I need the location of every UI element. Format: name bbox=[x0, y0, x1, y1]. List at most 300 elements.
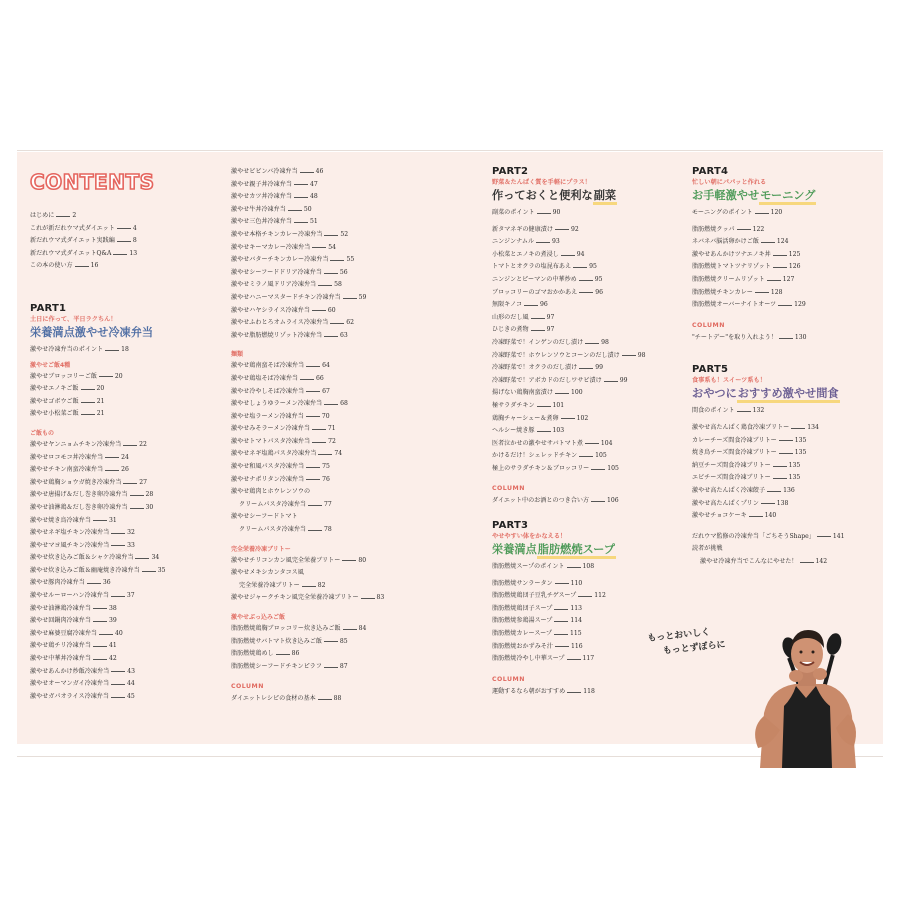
toc-entry-page: 104 bbox=[600, 439, 613, 447]
toc-entry-title: 激やせ和風パスタ冷凍弁当 bbox=[231, 463, 305, 471]
toc-entry[interactable] bbox=[231, 580, 431, 593]
leader-dash bbox=[306, 391, 320, 392]
toc-entry[interactable] bbox=[492, 400, 682, 413]
leader-dash bbox=[555, 393, 569, 394]
toc-entry-title: 激やせガパオライス冷凍弁当 bbox=[30, 692, 109, 700]
leader-dash bbox=[773, 466, 787, 467]
toc-entry-title: モーニングのポイント bbox=[692, 209, 753, 216]
takikomi-heading: 激やせぶっ込みご飯 bbox=[231, 614, 286, 621]
toc-entry[interactable] bbox=[30, 223, 220, 236]
toc-entry[interactable] bbox=[30, 640, 220, 653]
toc-entry[interactable] bbox=[30, 383, 220, 396]
leader-dash bbox=[306, 479, 320, 480]
toc-entry[interactable] bbox=[492, 438, 682, 451]
toc-entry-page: 34 bbox=[151, 554, 160, 562]
toc-entry[interactable] bbox=[492, 337, 682, 350]
toc-entry[interactable] bbox=[492, 413, 682, 426]
toc-entry-page: 46 bbox=[315, 168, 324, 175]
toc-entry-title: 激やせ本格チキンカレー冷凍弁当 bbox=[231, 230, 323, 238]
toc-entry-title: 激やせ唐揚げ＆だし巻き卵冷凍弁当 bbox=[30, 491, 128, 499]
toc-entry-title: 激やせ豚肉冷凍弁当 bbox=[30, 579, 85, 587]
toc-entry[interactable] bbox=[492, 312, 682, 325]
toc-entry-page: 101 bbox=[552, 401, 565, 409]
leader-dash bbox=[561, 418, 575, 419]
toc-entry[interactable] bbox=[492, 578, 682, 591]
toc-entry[interactable] bbox=[692, 422, 882, 435]
toc-entry[interactable] bbox=[231, 423, 431, 436]
toc-entry-title: 脂肪燃焼鶏めし bbox=[231, 650, 274, 658]
toc-entry-page: 77 bbox=[324, 500, 332, 508]
toc-entry[interactable] bbox=[30, 615, 220, 628]
toc-entry[interactable] bbox=[231, 267, 431, 280]
toc-entry-page: 37 bbox=[126, 592, 135, 600]
leader-dash bbox=[324, 641, 338, 642]
toc-entry[interactable] bbox=[692, 472, 882, 485]
toc-entry-page: 20 bbox=[96, 385, 105, 393]
toc-entry-page: 32 bbox=[127, 529, 135, 537]
leader-dash bbox=[302, 586, 316, 587]
leader-dash bbox=[555, 583, 569, 584]
leader-dash bbox=[622, 355, 636, 356]
toc-entry-title: 激やせロコモコ丼冷凍弁当 bbox=[30, 453, 104, 461]
takikomi-list bbox=[231, 623, 431, 673]
toc-entry-page: 38 bbox=[108, 604, 117, 612]
toc-entry-title: 脂肪燃焼サンラータン bbox=[492, 579, 553, 587]
toc-entry[interactable] bbox=[231, 623, 431, 636]
toc-entry[interactable] bbox=[692, 543, 882, 556]
toc-entry-title: 脂肪燃焼トマトツナリゾット bbox=[692, 263, 771, 271]
toc-entry-title: 脂肪燃焼サバトマト炊き込みご飯 bbox=[231, 637, 322, 645]
toc-entry-page: 41 bbox=[108, 642, 117, 650]
toc-entry[interactable] bbox=[30, 540, 220, 553]
toc-entry-page: 114 bbox=[570, 617, 582, 625]
toc-entry[interactable] bbox=[492, 615, 682, 628]
toc-entry[interactable] bbox=[231, 411, 431, 424]
toc-entry-title: 無限キノコ bbox=[492, 301, 523, 309]
toc-entry[interactable] bbox=[231, 661, 431, 674]
leader-dash bbox=[778, 305, 792, 306]
toc-entry[interactable] bbox=[492, 350, 682, 363]
toc-entry-title: 激やせ冷やしそば冷凍弁当 bbox=[231, 387, 305, 395]
toc-entry[interactable] bbox=[231, 229, 431, 242]
toc-entry-title: 激やせ麻婆豆腐冷凍弁当 bbox=[30, 629, 98, 637]
leader-dash bbox=[779, 453, 793, 454]
toc-entry-title: 脂肪燃焼スープのポイント bbox=[492, 563, 565, 571]
toc-entry-page: 24 bbox=[121, 453, 129, 461]
part2-subtitle: 野菜＆たんぱく質を手軽にプラス！ bbox=[492, 179, 591, 186]
toc-entry[interactable] bbox=[692, 236, 882, 249]
toc-entry[interactable] bbox=[692, 485, 882, 498]
toc-entry[interactable] bbox=[231, 330, 431, 343]
toc-entry[interactable] bbox=[30, 248, 220, 261]
toc-entry-page: 99 bbox=[619, 376, 628, 384]
toc-entry-page: 70 bbox=[321, 412, 330, 420]
toc-entry-title: クリームパスタ冷凍弁当 bbox=[239, 500, 307, 508]
toc-entry[interactable] bbox=[231, 386, 431, 399]
leader-dash bbox=[93, 608, 107, 609]
toc-entry-page: 98 bbox=[637, 351, 646, 359]
part4-list bbox=[692, 207, 882, 312]
toc-entry[interactable] bbox=[30, 527, 220, 540]
toc-entry[interactable] bbox=[231, 373, 431, 386]
leader-dash bbox=[306, 467, 320, 468]
leader-dash bbox=[99, 376, 113, 377]
leader-dash bbox=[554, 609, 568, 610]
leader-dash bbox=[81, 389, 95, 390]
leader-dash bbox=[567, 567, 581, 568]
toc-entry-title: はじめに bbox=[30, 212, 55, 219]
toc-entry[interactable] bbox=[30, 371, 220, 384]
column1-heading: COLUMN bbox=[231, 683, 264, 691]
toc-entry[interactable] bbox=[492, 261, 682, 274]
toc-entry[interactable] bbox=[231, 636, 431, 649]
toc-entry[interactable] bbox=[492, 224, 682, 237]
toc-entry-title: 激やせキーマカレー冷凍弁当 bbox=[231, 243, 311, 251]
toc-entry-title: 脂肪燃焼シーフードチキンピラフ bbox=[231, 662, 322, 670]
toc-entry[interactable] bbox=[30, 653, 220, 666]
toc-entry-title: 冷凍野菜で！インゲンのだし漬け bbox=[492, 338, 584, 346]
toc-entry[interactable] bbox=[492, 236, 682, 249]
leader-dash bbox=[567, 659, 581, 660]
toc-entry[interactable] bbox=[30, 590, 220, 603]
toc-entry[interactable] bbox=[492, 299, 682, 312]
leader-dash bbox=[755, 213, 769, 214]
leader-dash bbox=[93, 520, 107, 521]
leader-dash bbox=[324, 667, 338, 668]
toc-entry[interactable] bbox=[231, 499, 431, 512]
leader-dash bbox=[308, 505, 322, 506]
toc-entry-page: 95 bbox=[594, 275, 603, 283]
part2-title: 作っておくと便利な副菜 bbox=[492, 188, 682, 203]
toc-entry[interactable] bbox=[492, 207, 682, 220]
toc-entry[interactable] bbox=[692, 498, 882, 511]
toc-entry-page: 98 bbox=[601, 338, 609, 346]
toc-entry[interactable] bbox=[231, 242, 431, 255]
toc-entry-title: 激やせマヨ風チキン冷凍弁当 bbox=[30, 541, 110, 549]
toc-entry-title: 激やせ炊き込みご飯＆幽庵焼き冷凍弁当 bbox=[30, 566, 140, 574]
toc-entry-title: 激やせ回鍋肉冷凍弁当 bbox=[30, 617, 91, 625]
toc-entry-page: 112 bbox=[594, 592, 606, 600]
toc-entry-title: 激やせチキン南蛮冷凍弁当 bbox=[30, 466, 104, 474]
toc-entry-page: 52 bbox=[340, 230, 349, 238]
toc-entry-page: 85 bbox=[339, 637, 348, 645]
toc-entry[interactable] bbox=[492, 287, 682, 300]
toc-entry[interactable] bbox=[231, 254, 431, 267]
toc-entry-page: 48 bbox=[309, 193, 318, 201]
toc-entry[interactable] bbox=[231, 524, 431, 537]
toc-entry-page: 47 bbox=[309, 180, 318, 188]
toc-entry-title: 激やせメキシカンタコス風 bbox=[231, 569, 304, 577]
toc-entry-page: 21 bbox=[96, 397, 105, 405]
toc-entry[interactable] bbox=[30, 502, 220, 515]
toc-entry-title: カレーチーズ間食冷凍ブリトー bbox=[692, 436, 777, 444]
gohan-heading: 激やせご飯4種 bbox=[30, 361, 71, 369]
toc-entry-page: 142 bbox=[815, 557, 828, 565]
toc-entry[interactable]: 激やせ冷凍弁当のポイント 18 bbox=[30, 345, 129, 353]
toc-entry[interactable] bbox=[692, 287, 882, 300]
leader-dash bbox=[342, 560, 356, 561]
toc-entry[interactable] bbox=[231, 511, 431, 524]
toc-entry[interactable] bbox=[231, 216, 431, 229]
toc-entry[interactable] bbox=[492, 249, 682, 262]
toc-entry-page: 87 bbox=[339, 662, 348, 670]
toc-entry[interactable]: "チートデー"を取り入れよう！ 130 bbox=[692, 333, 807, 341]
toc-entry-page: 64 bbox=[322, 362, 330, 370]
toc-entry[interactable] bbox=[30, 603, 220, 616]
part1-title: 栄養満点激やせ冷凍弁当 bbox=[30, 325, 154, 339]
column-4 bbox=[692, 166, 882, 568]
toc-entry-title: 激やせあんかけ炒飯冷凍弁当 bbox=[30, 667, 110, 675]
toc-entry[interactable] bbox=[30, 396, 220, 409]
toc-entry[interactable] bbox=[231, 279, 431, 292]
leader-dash bbox=[113, 254, 127, 255]
toc-entry[interactable] bbox=[30, 691, 220, 704]
leader-dash bbox=[111, 596, 125, 597]
toc-entry[interactable] bbox=[692, 556, 882, 569]
toc-entry-title: 激やせトマトパスタ冷凍弁当 bbox=[231, 437, 311, 445]
toc-entry-page: 103 bbox=[552, 427, 565, 435]
toc-entry-page: 110 bbox=[570, 579, 583, 587]
toc-entry-title: 新だれウマ式ダイエットQ&A bbox=[30, 249, 112, 257]
leader-dash bbox=[111, 545, 125, 546]
part4-subtitle: 忙しい朝にパパッと作れる bbox=[692, 179, 767, 186]
toc-entry-title: 冷凍野菜で！ホウレンソウとコーンのだし漬け bbox=[492, 351, 620, 359]
toc-entry[interactable] bbox=[30, 678, 220, 691]
leader-dash bbox=[308, 530, 322, 531]
toc-entry[interactable] bbox=[231, 486, 431, 499]
toc-entry[interactable] bbox=[492, 590, 682, 603]
leader-dash bbox=[93, 646, 107, 647]
toc-entry[interactable] bbox=[30, 452, 220, 465]
toc-entry-title: 激やせハニーマスタードチキン冷凍弁当 bbox=[231, 293, 341, 301]
toc-entry-page: 135 bbox=[794, 436, 807, 444]
contents-title: CONTENTS bbox=[30, 170, 155, 194]
toc-entry-title: 激やせ鶏塩そば冷凍弁当 bbox=[231, 374, 299, 382]
leader-dash bbox=[324, 404, 338, 405]
toc-entry[interactable] bbox=[231, 292, 431, 305]
toc-entry-title: 激やせチョコケーキ bbox=[692, 512, 747, 520]
toc-entry[interactable] bbox=[30, 565, 220, 578]
men-heading: 麺類 bbox=[231, 351, 244, 359]
toc-entry[interactable] bbox=[231, 648, 431, 661]
toc-entry-title: 激やせ三色丼冷凍弁当 bbox=[231, 218, 292, 226]
leader-dash bbox=[579, 368, 593, 369]
toc-entry-title: 間食のポイント bbox=[692, 407, 735, 415]
toc-entry-page: 117 bbox=[582, 655, 595, 663]
toc-entry[interactable] bbox=[231, 592, 431, 605]
toc-entry[interactable] bbox=[692, 531, 882, 544]
toc-entry-title: 激やせネギ塩チキン冷凍弁当 bbox=[30, 529, 110, 537]
toc-entry[interactable]: ダイエットレシピの食材の基本 88 bbox=[231, 695, 342, 703]
leader-dash bbox=[142, 571, 156, 572]
toc-entry[interactable] bbox=[30, 260, 220, 273]
toc-entry[interactable] bbox=[231, 204, 431, 217]
toc-entry[interactable] bbox=[692, 405, 882, 418]
toc-entry[interactable] bbox=[231, 305, 431, 318]
toc-entry-title: 激やせ鶏南蛮そば冷凍弁当 bbox=[231, 362, 305, 370]
toc-entry-title: 脂肪燃焼カレースープ bbox=[492, 630, 553, 638]
toc-entry-title: 激やせ脂肪燃焼リゾット冷凍弁当 bbox=[231, 331, 323, 339]
leader-dash bbox=[130, 508, 144, 509]
toc-entry-page: 4 bbox=[132, 224, 137, 232]
toc-entry-page: 33 bbox=[127, 541, 135, 549]
toc-entry-title: 脂肪燃焼鶏胸ブロッコリー炊き込みご飯 bbox=[231, 625, 341, 632]
leader-dash bbox=[312, 310, 326, 311]
toc-entry[interactable] bbox=[492, 450, 682, 463]
toc-entry-page: 63 bbox=[340, 331, 348, 339]
toc-entry[interactable] bbox=[30, 577, 220, 590]
toc-entry[interactable] bbox=[492, 387, 682, 400]
toc-entry-page: 8 bbox=[132, 237, 137, 245]
toc-entry-title: 極上のサラダチキン＆ブロッコリー bbox=[492, 464, 590, 472]
toc-entry-page: 42 bbox=[108, 655, 117, 663]
toc-entry-title: 脂肪燃焼クッパ bbox=[692, 225, 735, 233]
toc-entry-page: 45 bbox=[126, 692, 135, 700]
toc-entry[interactable] bbox=[492, 324, 682, 337]
leader-dash bbox=[554, 621, 568, 622]
toc-entry-page: 141 bbox=[832, 532, 845, 540]
toc-entry[interactable] bbox=[692, 435, 882, 448]
leader-dash bbox=[579, 456, 593, 457]
toc-entry[interactable] bbox=[492, 425, 682, 438]
leader-dash bbox=[75, 266, 89, 267]
toc-entry[interactable]: 運動するなら朝がおすすめ 118 bbox=[492, 687, 595, 695]
toc-entry-page: 134 bbox=[807, 423, 819, 431]
toc-entry[interactable] bbox=[231, 179, 431, 192]
column-2 bbox=[231, 166, 431, 706]
toc-entry-title: 激やせビビンバ冷凍弁当 bbox=[231, 168, 298, 175]
toc-entry-title: 激やせ高たんぱくプリン bbox=[692, 499, 759, 507]
toc-entry[interactable] bbox=[231, 461, 431, 474]
toc-entry[interactable] bbox=[30, 464, 220, 477]
toc-entry[interactable] bbox=[231, 555, 431, 568]
leader-dash bbox=[306, 366, 320, 367]
toc-entry[interactable] bbox=[30, 666, 220, 679]
toc-entry[interactable] bbox=[492, 362, 682, 375]
toc-entry-page: 136 bbox=[783, 486, 795, 494]
leader-dash bbox=[800, 562, 814, 563]
toc-entry-page: 20 bbox=[114, 372, 123, 380]
toc-entry[interactable] bbox=[492, 561, 682, 574]
leader-dash bbox=[300, 172, 314, 173]
toc-entry[interactable] bbox=[30, 235, 220, 248]
toc-entry[interactable] bbox=[692, 510, 882, 523]
leader-dash bbox=[93, 621, 107, 622]
toc-entry-title: 激やせジャークチキン風完全栄養冷凍ブリトー bbox=[231, 594, 359, 602]
toc-entry[interactable] bbox=[692, 274, 882, 287]
toc-entry-page: 93 bbox=[552, 238, 560, 246]
toc-entry-title: 激やせナポリタン冷凍弁当 bbox=[231, 475, 305, 483]
leader-dash bbox=[312, 442, 326, 443]
toc-entry[interactable] bbox=[231, 191, 431, 204]
leader-dash bbox=[767, 280, 781, 281]
toc-entry-page: 51 bbox=[309, 218, 318, 226]
toc-entry[interactable]: ダイエット中のお酒とのつき合い方 106 bbox=[492, 497, 619, 505]
toc-entry-title: 揚げない鶏胸南蛮漬け bbox=[492, 389, 553, 397]
toc-entry[interactable] bbox=[30, 439, 220, 452]
toc-entry-page: 39 bbox=[108, 617, 117, 625]
toc-entry[interactable] bbox=[30, 408, 220, 421]
toc-entry-title: 激やせ油淋鶏＆だし巻き卵冷凍弁当 bbox=[30, 503, 128, 511]
leader-dash bbox=[117, 228, 131, 229]
leader-dash bbox=[81, 414, 95, 415]
toc-entry[interactable] bbox=[30, 210, 220, 223]
toc-entry[interactable] bbox=[231, 436, 431, 449]
toc-entry-title: 激やせ鶏胸ショウガ焼き冷凍弁当 bbox=[30, 478, 122, 486]
toc-entry[interactable] bbox=[30, 515, 220, 528]
toc-entry[interactable] bbox=[30, 552, 220, 565]
toc-entry-page: 58 bbox=[334, 281, 342, 289]
leader-dash bbox=[791, 428, 805, 429]
toc-entry-page: 13 bbox=[129, 249, 138, 257]
toc-entry-page: 55 bbox=[346, 256, 355, 264]
toc-entry[interactable] bbox=[30, 489, 220, 502]
toc-entry[interactable] bbox=[492, 463, 682, 476]
toc-entry[interactable] bbox=[30, 477, 220, 490]
column-1 bbox=[30, 170, 220, 703]
toc-entry[interactable] bbox=[492, 274, 682, 287]
toc-entry-title: 激やせオーマンガイ冷凍弁当 bbox=[30, 680, 110, 688]
toc-entry[interactable] bbox=[692, 299, 882, 312]
toc-entry-page: 72 bbox=[328, 437, 336, 445]
leader-dash bbox=[135, 558, 149, 559]
toc-entry-page: 92 bbox=[570, 225, 579, 233]
toc-entry-page: 16 bbox=[90, 262, 99, 270]
toc-entry[interactable] bbox=[692, 224, 882, 237]
leader-dash bbox=[111, 684, 125, 685]
toc-entry[interactable] bbox=[30, 628, 220, 641]
toc-entry-page: 56 bbox=[339, 268, 348, 276]
toc-entry-page: 128 bbox=[770, 288, 783, 296]
toc-entry-page: 108 bbox=[582, 563, 595, 571]
toc-entry-title: 冷凍野菜で！アボカドのだしワサビ漬け bbox=[492, 376, 602, 384]
toc-entry[interactable] bbox=[692, 447, 882, 460]
toc-entry-page: 27 bbox=[139, 478, 148, 486]
toc-entry-page: 132 bbox=[752, 407, 765, 415]
part3-label: PART3 bbox=[492, 520, 529, 532]
toc-entry-title: 激やせシーフードドリア冷凍弁当 bbox=[231, 268, 322, 276]
toc-entry[interactable] bbox=[692, 249, 882, 262]
toc-entry[interactable] bbox=[492, 603, 682, 616]
leader-dash bbox=[87, 583, 101, 584]
toc-entry-page: 22 bbox=[139, 440, 147, 448]
toc-entry[interactable] bbox=[231, 398, 431, 411]
leader-dash bbox=[591, 469, 605, 470]
toc-entry-title: 激やせふわとろオムライス冷凍弁当 bbox=[231, 319, 329, 327]
toc-entry-page: 82 bbox=[317, 581, 326, 589]
toc-entry-page: 74 bbox=[334, 450, 343, 458]
toc-entry[interactable] bbox=[692, 261, 882, 274]
toc-entry[interactable] bbox=[231, 567, 431, 580]
toc-entry[interactable] bbox=[231, 474, 431, 487]
toc-entry-title: ブロッコリーのゴマおかかあえ bbox=[492, 288, 578, 296]
leader-dash bbox=[130, 495, 144, 496]
leader-dash bbox=[117, 241, 131, 242]
toc-entry[interactable] bbox=[692, 460, 882, 473]
toc-entry[interactable] bbox=[231, 448, 431, 461]
toc-entry-page: 60 bbox=[327, 306, 336, 314]
toc-entry-page: 97 bbox=[546, 313, 555, 321]
toc-entry-page: 31 bbox=[108, 516, 117, 524]
toc-entry[interactable] bbox=[231, 166, 431, 179]
toc-entry-title: 脂肪燃焼参鶏湯スープ bbox=[492, 617, 553, 625]
toc-entry[interactable] bbox=[692, 207, 882, 220]
part1-label: PART1 bbox=[30, 302, 67, 314]
toc-entry[interactable] bbox=[231, 317, 431, 330]
toc-entry[interactable] bbox=[492, 375, 682, 388]
toc-entry[interactable] bbox=[231, 360, 431, 373]
leader-dash bbox=[288, 210, 302, 211]
